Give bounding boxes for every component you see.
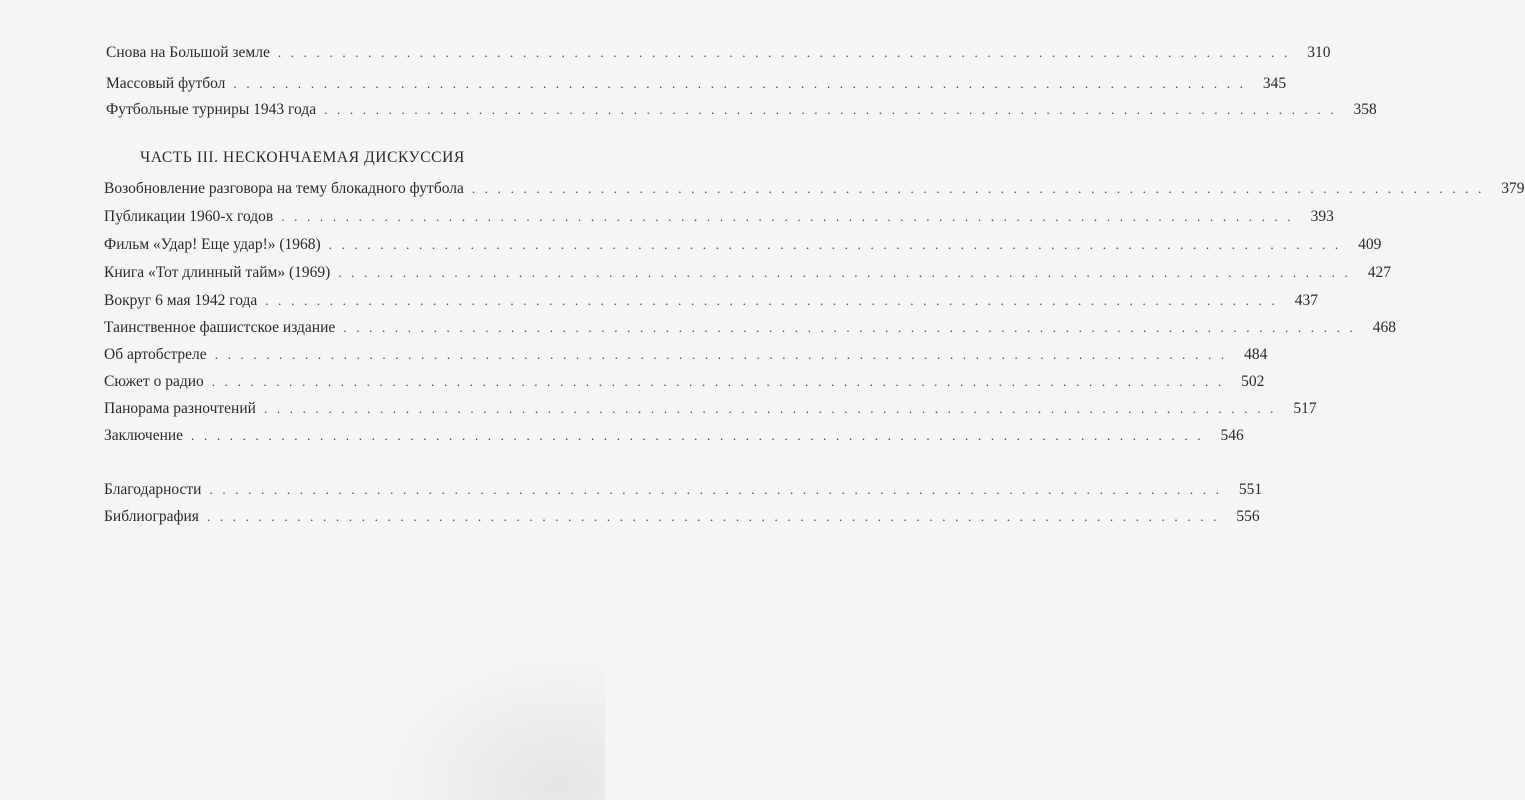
dot-leader: . . . . . . . . . . . . . . . . . . . . . . . . . . . . . . . . . . . . . . . . . . . . . . . . . . . . . . . . . . . . . . . . . . . . . . . . . . . . . . .	[265, 293, 1278, 308]
toc-entry	[104, 343, 1268, 367]
toc-entry	[104, 316, 1396, 340]
toc-entry-title: Футбольные турниры 1943 года	[106, 101, 317, 118]
toc-entry-page: 379	[1501, 180, 1525, 197]
toc-entry-page: 358	[1353, 101, 1377, 118]
toc-entry-title: Библиография	[104, 508, 199, 525]
dot-leader: . . . . . . . . . . . . . . . . . . . . . . . . . . . . . . . . . . . . . . . . . . . . . . . . . . . . . . . . . . . . . . . . . . . . . . . . . . . . . . .	[338, 265, 1351, 280]
toc-entry-page: 546	[1220, 427, 1244, 444]
dot-leader: . . . . . . . . . . . . . . . . . . . . . . . . . . . . . . . . . . . . . . . . . . . . . . . . . . . . . . . . . . . . . . . . . . . . . . . . . . . . . . .	[206, 509, 1220, 524]
toc-entry	[104, 233, 1382, 257]
dot-leader: . . . . . . . . . . . . . . . . . . . . . . . . . . . . . . . . . . . . . . . . . . . . . . . . . . . . . . . . . . . . . . . . . . . . . . . . . . . . . . .	[263, 401, 1277, 416]
toc-entry	[104, 289, 1318, 313]
toc-entry-title: Таинственное фашистское издание	[104, 319, 336, 336]
toc-entry	[106, 98, 1377, 122]
dot-leader: . . . . . . . . . . . . . . . . . . . . . . . . . . . . . . . . . . . . . . . . . . . . . . . . . . . . . . . . . . . . . . . . . . . . . . . . . . . . . . .	[324, 102, 1337, 117]
dot-leader: . . . . . . . . . . . . . . . . . . . . . . . . . . . . . . . . . . . . . . . . . . . . . . . . . . . . . . . . . . . . . . . . . . . . . . . . . . . . . . .	[343, 320, 1356, 335]
toc-entry-title: Вокруг 6 мая 1942 года	[104, 292, 258, 309]
toc-entry-page: 345	[1262, 75, 1287, 92]
toc-entry	[106, 72, 1287, 96]
toc-entry-title: Сюжет о радио	[104, 373, 204, 390]
toc-entry-page: 437	[1294, 292, 1318, 309]
toc-entry-page: 517	[1293, 400, 1317, 417]
toc-entry	[104, 177, 1525, 201]
toc-entry	[104, 505, 1260, 529]
toc-entry-title: Возобновление разговора на тему блокадного футбола	[104, 180, 464, 197]
toc-entry-page: 484	[1244, 346, 1268, 363]
toc-entry-title: Массовый футбол	[106, 75, 226, 92]
toc-entry-page: 310	[1307, 44, 1331, 61]
toc-entry-title: Об артобстреле	[104, 346, 207, 363]
toc-entry-title: Панорама разночтений	[104, 400, 256, 417]
toc-entry	[104, 205, 1334, 229]
toc-entry-page: 502	[1241, 373, 1265, 390]
toc-entry	[104, 397, 1317, 421]
bleed-through-shadow	[375, 650, 605, 800]
dot-leader: . . . . . . . . . . . . . . . . . . . . . . . . . . . . . . . . . . . . . . . . . . . . . . . . . . . . . . . . . . . . . . . . . . . . . . . . . . . . . . .	[233, 76, 1247, 91]
dot-leader: . . . . . . . . . . . . . . . . . . . . . . . . . . . . . . . . . . . . . . . . . . . . . . . . . . . . . . . . . . . . . . . . . . . . . . . . . . . . . . .	[191, 428, 1204, 443]
toc-entry-page: 468	[1372, 319, 1396, 336]
dot-leader: . . . . . . . . . . . . . . . . . . . . . . . . . . . . . . . . . . . . . . . . . . . . . . . . . . . . . . . . . . . . . . . . . . . . . . . . . . . . . . .	[277, 45, 1291, 60]
toc-entry	[104, 261, 1391, 285]
dot-leader: . . . . . . . . . . . . . . . . . . . . . . . . . . . . . . . . . . . . . . . . . . . . . . . . . . . . . . . . . . . . . . . . . . . . . . . . . . . . . . .	[211, 374, 1225, 389]
toc-entry-page: 556	[1236, 508, 1260, 525]
dot-leader: . . . . . . . . . . . . . . . . . . . . . . . . . . . . . . . . . . . . . . . . . . . . . . . . . . . . . . . . . . . . . . . . . . . . . . . . . . . . . . .	[209, 482, 1223, 497]
dot-leader: . . . . . . . . . . . . . . . . . . . . . . . . . . . . . . . . . . . . . . . . . . . . . . . . . . . . . . . . . . . . . . . . . . . . . . . . . . . . . . .	[328, 237, 1342, 252]
toc-entry-page: 551	[1238, 481, 1263, 498]
toc-entry	[104, 370, 1265, 394]
toc-entry-page: 409	[1358, 236, 1382, 253]
toc-entry	[106, 41, 1331, 65]
toc-entry-title: Фильм «Удар! Еще удар!» (1968)	[104, 236, 321, 253]
toc-entry	[104, 478, 1263, 502]
section-heading: ЧАСТЬ III. НЕСКОНЧАЕМАЯ ДИСКУССИЯ	[140, 149, 465, 166]
toc-entry-page: 393	[1310, 208, 1334, 225]
toc-entry-title: Благодарности	[104, 481, 202, 498]
toc-entry-title: Публикации 1960-х годов	[104, 208, 274, 225]
dot-leader: . . . . . . . . . . . . . . . . . . . . . . . . . . . . . . . . . . . . . . . . . . . . . . . . . . . . . . . . . . . . . . . . . . . . . . . . . . . . . . .	[214, 347, 1228, 362]
toc-entry-title: Заключение	[104, 427, 184, 444]
toc-entry	[104, 424, 1244, 448]
dot-leader: . . . . . . . . . . . . . . . . . . . . . . . . . . . . . . . . . . . . . . . . . . . . . . . . . . . . . . . . . . . . . . . . . . . . . . . . . . . . . . .	[471, 181, 1485, 196]
toc-entry-title: Книга «Тот длинный тайм» (1969)	[104, 264, 331, 281]
dot-leader: . . . . . . . . . . . . . . . . . . . . . . . . . . . . . . . . . . . . . . . . . . . . . . . . . . . . . . . . . . . . . . . . . . . . . . . . . . . . . . .	[281, 209, 1294, 224]
toc-entry-page: 427	[1367, 264, 1391, 281]
toc-entry-title: Снова на Большой земле	[106, 44, 270, 61]
